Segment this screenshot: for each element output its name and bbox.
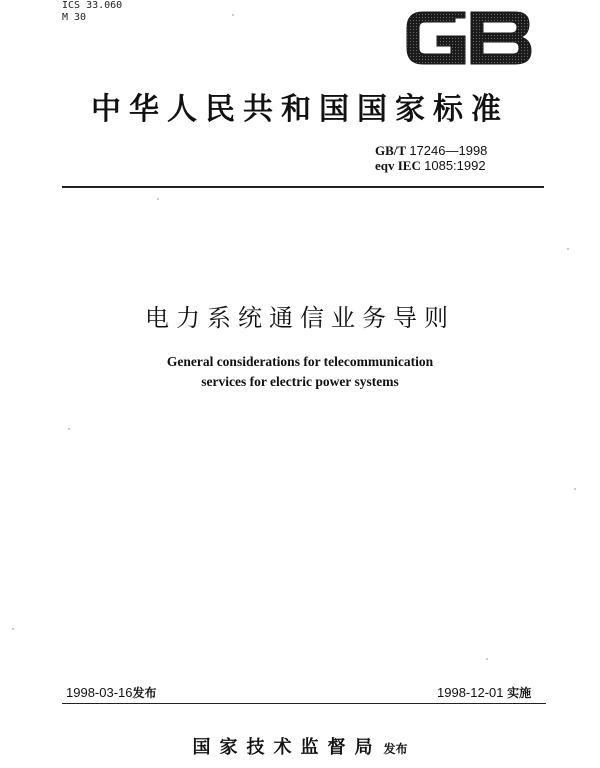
equivalent-number: 1085:1992 bbox=[424, 158, 486, 173]
implementation-date-value: 1998-12-01 bbox=[437, 685, 504, 700]
ccs-code: M 30 bbox=[62, 12, 87, 23]
scan-speck bbox=[157, 198, 159, 200]
english-title-line-2: services for electric power systems bbox=[201, 374, 399, 389]
ics-code: ICS 33.060 bbox=[62, 0, 123, 11]
issue-date-value: 1998-03-16 bbox=[66, 685, 133, 700]
scan-speck bbox=[567, 248, 569, 250]
english-title-line-1: General considerations for telecommunication bbox=[166, 354, 434, 369]
equivalent-prefix: eqv IEC bbox=[375, 158, 421, 173]
equivalent-standard bbox=[375, 158, 487, 173]
issuing-authority bbox=[0, 733, 600, 759]
issue-date bbox=[66, 684, 157, 701]
issue-date-label: 发布 bbox=[132, 686, 157, 700]
standard-number-block bbox=[375, 143, 487, 173]
document-title-chinese: 电力系统通信业务导则 bbox=[145, 304, 455, 332]
scan-speck bbox=[12, 628, 14, 630]
gb-logo-icon bbox=[403, 10, 535, 66]
implementation-date bbox=[437, 684, 531, 701]
scan-speck bbox=[232, 14, 234, 16]
gb-logo bbox=[403, 10, 535, 66]
standard-number-value: 17246—1998 bbox=[409, 143, 488, 158]
scan-speck bbox=[486, 658, 488, 660]
document-title-english bbox=[0, 352, 600, 392]
scan-speck bbox=[574, 488, 576, 490]
issuer-organization: 国家技术监督局 bbox=[192, 737, 382, 758]
bottom-divider bbox=[62, 703, 546, 704]
standard-heading: 中华人民共和国国家标准 bbox=[91, 92, 509, 127]
standard-number-prefix: GB/T bbox=[375, 143, 407, 158]
top-divider bbox=[62, 186, 544, 188]
implementation-date-label: 实施 bbox=[507, 686, 532, 700]
classification-codes bbox=[62, 0, 122, 24]
standard-number bbox=[375, 143, 487, 158]
scan-speck bbox=[68, 428, 70, 430]
issuer-action: 发布 bbox=[383, 742, 408, 756]
